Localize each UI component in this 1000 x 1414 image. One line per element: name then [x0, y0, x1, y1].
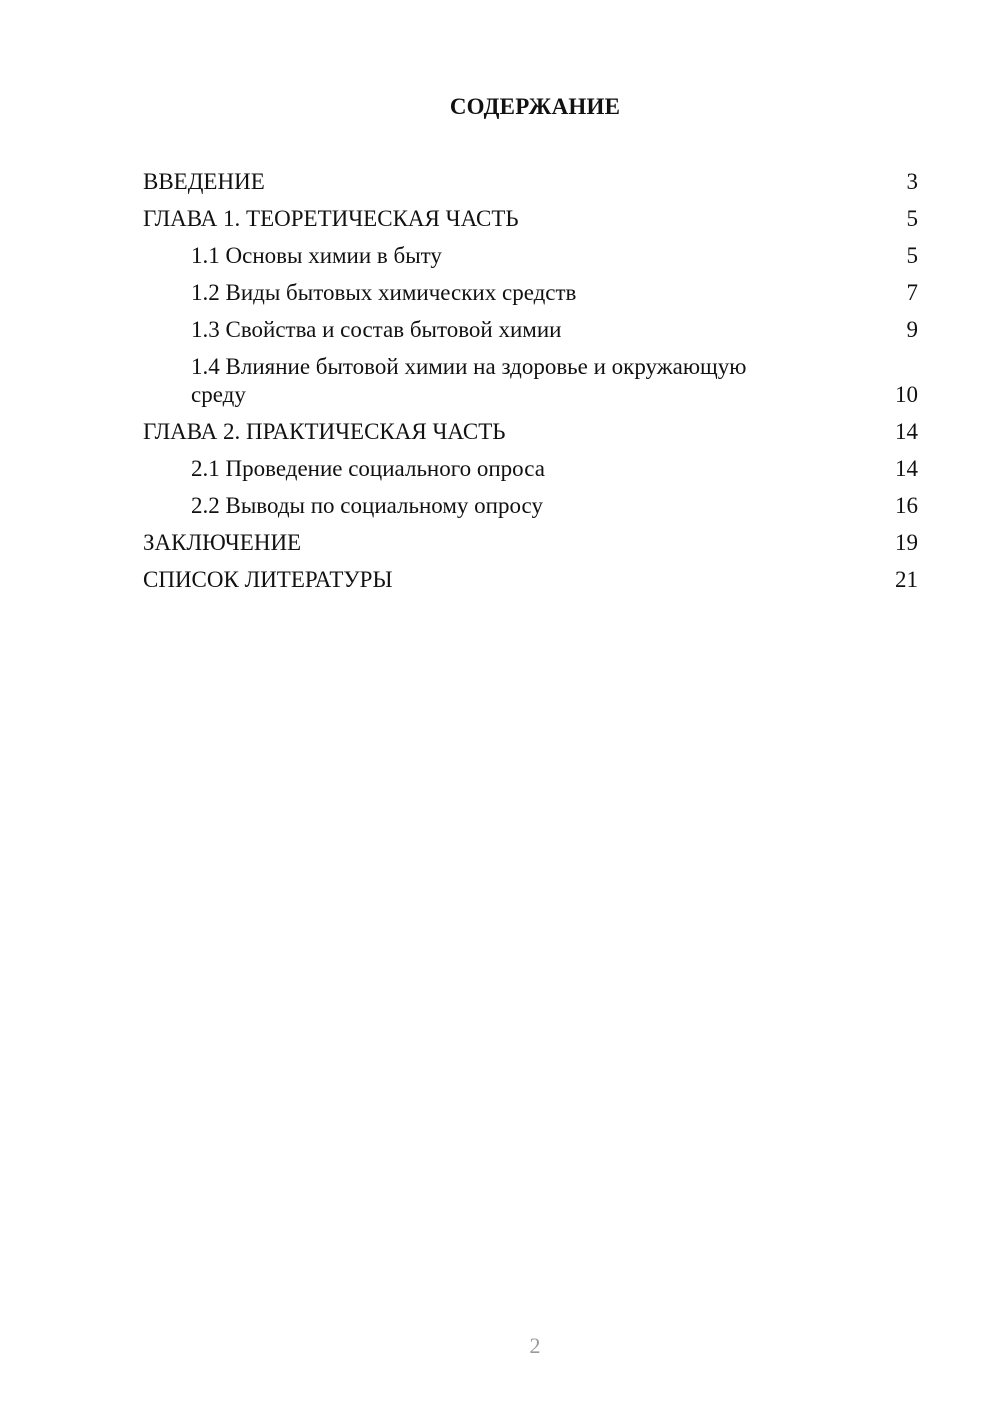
toc-entry-label: 1.1 Основы химии в быту: [191, 243, 442, 268]
toc-entry-page: 10: [895, 382, 918, 407]
toc-entry-label: ЗАКЛЮЧЕНИЕ: [143, 530, 302, 555]
toc-entry-label: 2.1 Проведение социального опроса: [191, 456, 545, 481]
toc-entry-page: 3: [906, 169, 918, 194]
toc-entry-label: 1.2 Виды бытовых химических средств: [191, 280, 577, 305]
toc-entry-page: 21: [895, 567, 918, 592]
toc-entry-section-1-1[interactable]: [143, 242, 918, 270]
toc-entry-page: 7: [906, 280, 918, 305]
toc-entry-section-2-2[interactable]: [143, 492, 918, 520]
toc-entry-introduction[interactable]: [143, 168, 918, 196]
page-title: СОДЕРЖАНИЕ: [449, 94, 621, 119]
toc-entry-page: 5: [906, 206, 918, 231]
toc-entry-page: 5: [906, 243, 918, 268]
toc-entry-label: ВВЕДЕНИЕ: [143, 169, 265, 194]
toc-entry-conclusion[interactable]: [143, 529, 918, 557]
page-number: 2: [529, 1333, 541, 1358]
toc-entry-page: 16: [895, 493, 918, 518]
toc-entry-bibliography[interactable]: [143, 566, 918, 594]
toc-entry-section-1-4[interactable]: [143, 353, 918, 409]
toc-entry-label: 1.3 Свойства и состав бытовой химии: [191, 317, 562, 342]
toc-entry-section-2-1[interactable]: [143, 455, 918, 483]
table-of-contents: [143, 168, 918, 594]
toc-entry-label: 2.2 Выводы по социальному опросу: [191, 493, 543, 518]
toc-entry-section-1-2[interactable]: [143, 279, 918, 307]
toc-entry-chapter-2[interactable]: [143, 418, 918, 446]
toc-entry-label: ГЛАВА 1. ТЕОРЕТИЧЕСКАЯ ЧАСТЬ: [143, 206, 519, 231]
toc-entry-chapter-1[interactable]: [143, 205, 918, 233]
toc-entry-page: 14: [895, 419, 918, 444]
toc-entry-page: 14: [895, 456, 918, 481]
toc-entry-label: СПИСОК ЛИТЕРАТУРЫ: [143, 567, 393, 592]
toc-entry-section-1-3[interactable]: [143, 316, 918, 344]
toc-entry-page: 19: [895, 530, 918, 555]
toc-entry-label: 1.4 Влияние бытовой химии на здоровье и окружающую среду: [191, 354, 747, 407]
toc-entry-page: 9: [906, 317, 918, 342]
toc-entry-label: ГЛАВА 2. ПРАКТИЧЕСКАЯ ЧАСТЬ: [143, 419, 506, 444]
